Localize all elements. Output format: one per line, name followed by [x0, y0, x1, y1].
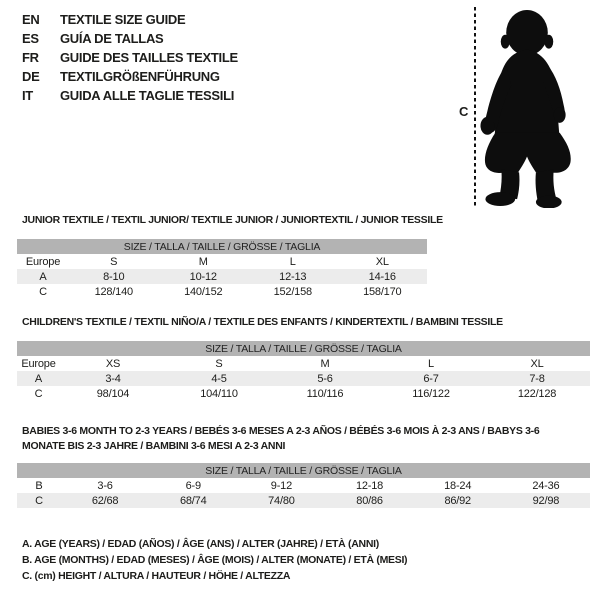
junior-size-table: [17, 239, 427, 299]
language-code: EN: [22, 12, 40, 27]
table-row: [17, 284, 427, 299]
language-code: FR: [22, 50, 39, 65]
size-cell: 128/140: [69, 284, 159, 299]
language-row-es: [22, 29, 238, 48]
junior-table-title: JUNIOR TEXTILE / TEXTIL JUNIOR/ TEXTILE JUNIOR / JUNIORTEXTIL / JUNIOR TESSILE: [22, 214, 443, 226]
language-row-it: [22, 86, 238, 105]
row-label: C: [17, 493, 61, 508]
size-header-bar: SIZE / TALLA / TAILLE / GRÖSSE / TAGLIA: [17, 463, 590, 478]
size-cell: 104/110: [166, 386, 272, 401]
size-cell: 92/98: [502, 493, 590, 508]
size-cell: M: [159, 254, 249, 269]
table-row: [17, 478, 590, 493]
language-label: GUIDE DES TAILLES TEXTILE: [60, 50, 238, 65]
size-cell: 14-16: [338, 269, 428, 284]
row-label: B: [17, 478, 61, 493]
size-cell: 3-6: [61, 478, 149, 493]
size-cell: 122/128: [484, 386, 590, 401]
size-cell: M: [272, 356, 378, 371]
size-cell: 6-9: [149, 478, 237, 493]
babies-textile-section: [17, 424, 590, 508]
row-label: C: [17, 284, 69, 299]
table-row: [17, 386, 590, 401]
row-label: C: [17, 386, 60, 401]
size-cell: 62/68: [61, 493, 149, 508]
size-cell: 98/104: [60, 386, 166, 401]
language-label: GUIDA ALLE TAGLIE TESSILI: [60, 88, 235, 103]
junior-textile-section: [17, 214, 443, 299]
size-cell: 5-6: [272, 371, 378, 386]
table-row: [17, 493, 590, 508]
size-cell: 116/122: [378, 386, 484, 401]
size-cell: 74/80: [237, 493, 325, 508]
language-label: TEXTILE SIZE GUIDE: [60, 12, 186, 27]
size-cell: 4-5: [166, 371, 272, 386]
size-cell: 9-12: [237, 478, 325, 493]
table-row: [17, 356, 590, 371]
size-cell: XL: [484, 356, 590, 371]
language-label: GUÍA DE TALLAS: [60, 31, 164, 46]
size-cell: 8-10: [69, 269, 159, 284]
size-cell: 18-24: [414, 478, 502, 493]
size-header-bar: SIZE / TALLA / TAILLE / GRÖSSE / TAGLIA: [17, 239, 427, 254]
language-label: TEXTILGRÖßENFÜHRUNG: [60, 69, 220, 84]
language-list: [22, 10, 238, 105]
size-cell: 12-13: [248, 269, 338, 284]
size-cell: 10-12: [159, 269, 249, 284]
size-cell: 86/92: [414, 493, 502, 508]
table-row: [17, 269, 427, 284]
row-label: A: [17, 269, 69, 284]
babies-size-table: [17, 463, 590, 508]
size-cell: XS: [60, 356, 166, 371]
size-cell: 12-18: [325, 478, 413, 493]
row-label: A: [17, 371, 60, 386]
baby-silhouette-icon: [478, 8, 578, 208]
size-header-row: [17, 341, 590, 356]
size-cell: 68/74: [149, 493, 237, 508]
size-cell: 3-4: [60, 371, 166, 386]
size-cell: 6-7: [378, 371, 484, 386]
language-code: DE: [22, 69, 40, 84]
size-cell: S: [69, 254, 159, 269]
size-cell: 152/158: [248, 284, 338, 299]
size-cell: S: [166, 356, 272, 371]
height-measure-dashed-line: [474, 7, 476, 206]
size-header-bar: SIZE / TALLA / TAILLE / GRÖSSE / TAGLIA: [17, 341, 590, 356]
footnotes: [22, 536, 407, 584]
footnote-a: A. AGE (YEARS) / EDAD (AÑOS) / ÂGE (ANS) / ALTER (JAHRE) / ETÀ (ANNI): [22, 538, 379, 550]
size-cell: 7-8: [484, 371, 590, 386]
language-row-de: [22, 67, 238, 86]
babies-table-title: BABIES 3-6 MONTH TO 2-3 YEARS / BEBÉS 3-6 MESES A 2-3 AÑOS / BÉBÉS 3-6 MOIS À 2-3 ANS / BABYS 3-6 MONATE BIS 2-3 JAHRE / BAMBINI 3-6 MESI A 2-3 ANNI: [22, 425, 540, 452]
language-row-en: [22, 10, 238, 29]
size-header-row: [17, 239, 427, 254]
children-size-table: [17, 341, 590, 401]
footnote-b: B. AGE (MONTHS) / EDAD (MESES) / ÂGE (MOIS) / ALTER (MONATE) / ETÀ (MESI): [22, 554, 408, 566]
row-label: Europe: [17, 356, 60, 371]
children-table-title: CHILDREN'S TEXTILE / TEXTIL NIÑO/A / TEXTILE DES ENFANTS / KINDERTEXTIL / BAMBINI TESSILE: [22, 316, 503, 328]
size-cell: 158/170: [338, 284, 428, 299]
size-header-row: [17, 463, 590, 478]
table-row: [17, 371, 590, 386]
size-cell: 110/116: [272, 386, 378, 401]
height-c-label: C: [459, 104, 469, 119]
table-row: [17, 254, 427, 269]
size-cell: 24-36: [502, 478, 590, 493]
size-cell: L: [248, 254, 338, 269]
language-code: ES: [22, 31, 39, 46]
row-label: Europe: [17, 254, 69, 269]
size-cell: XL: [338, 254, 428, 269]
size-cell: L: [378, 356, 484, 371]
size-cell: 140/152: [159, 284, 249, 299]
language-code: IT: [22, 88, 33, 103]
size-cell: 80/86: [325, 493, 413, 508]
footnote-c: C. (cm) HEIGHT / ALTURA / HAUTEUR / HÖHE / ALTEZZA: [22, 570, 291, 582]
children-textile-section: [17, 316, 590, 401]
language-row-fr: [22, 48, 238, 67]
